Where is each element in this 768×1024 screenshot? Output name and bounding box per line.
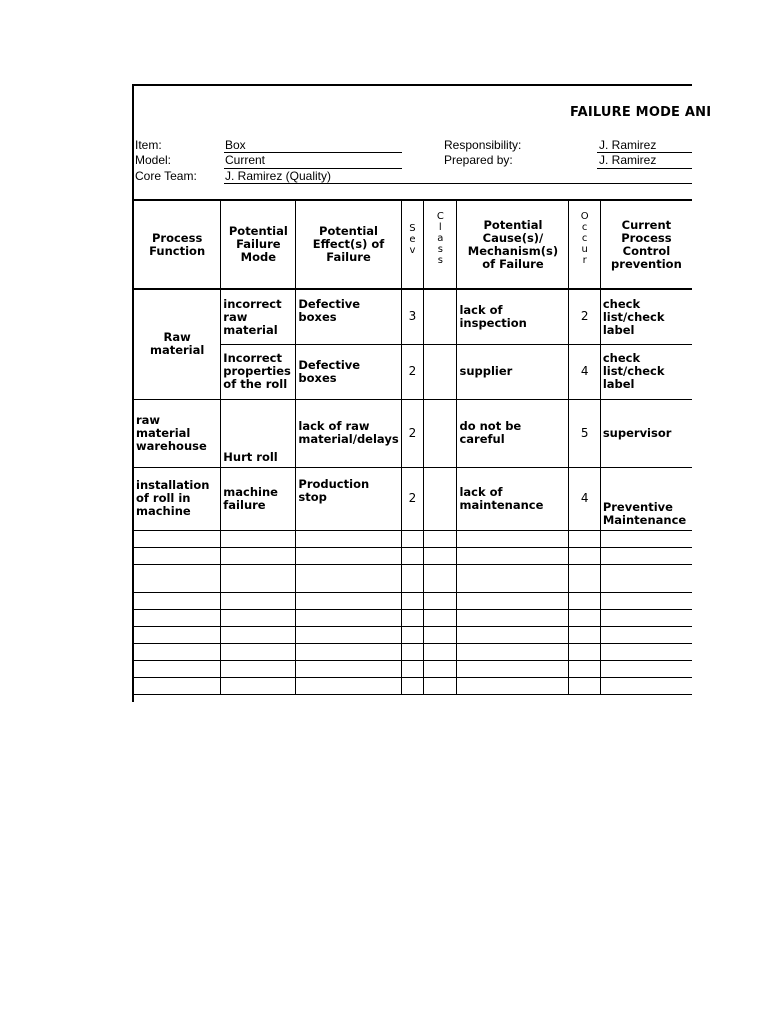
occur-cell: 4 — [569, 467, 600, 530]
model-value: Current — [225, 153, 266, 167]
fmea-table — [134, 199, 692, 695]
empty-row — [134, 660, 692, 677]
header-row — [134, 200, 692, 289]
col-causes: Potential Cause(s)/ Mechanism(s) of Failure — [457, 200, 569, 289]
class-cell — [424, 289, 457, 344]
effect-cell: Defective boxes — [296, 344, 401, 399]
empty-row — [134, 677, 692, 694]
sev-cell: 2 — [401, 344, 423, 399]
failure-mode-cell: incorrect raw material — [221, 289, 296, 344]
cause-cell: lack of maintenance — [457, 467, 569, 530]
table-row — [134, 289, 692, 344]
empty-row — [134, 530, 692, 547]
col-controls: Current Process Control prevention — [600, 200, 692, 289]
col-sev: S e v — [401, 200, 423, 289]
class-cell — [424, 467, 457, 530]
col-class: C l a s s — [424, 200, 457, 289]
core-team-value: J. Ramirez (Quality) — [225, 169, 332, 183]
responsibility-label: Responsibility: — [444, 138, 522, 152]
sev-cell: 2 — [401, 399, 423, 467]
effect-cell: lack of raw material/delays — [296, 399, 401, 467]
col-failure-mode: Potential Failure Mode — [221, 200, 296, 289]
prepared-by-value: J. Ramirez — [599, 153, 657, 167]
control-cell: check list/check label — [600, 344, 692, 399]
failure-mode-cell: Hurt roll — [221, 399, 296, 467]
effect-cell: Defective boxes — [296, 289, 401, 344]
core-team-label: Core Team: — [135, 169, 197, 183]
item-label: Item: — [135, 138, 162, 152]
table-row — [134, 399, 692, 467]
table-row — [134, 467, 692, 530]
col-process-function: Process Function — [134, 200, 221, 289]
empty-row — [134, 643, 692, 660]
occur-cell: 5 — [569, 399, 600, 467]
occur-cell: 2 — [569, 289, 600, 344]
class-cell — [424, 344, 457, 399]
model-label: Model: — [135, 153, 172, 167]
responsibility-value: J. Ramirez — [599, 138, 657, 152]
failure-mode-cell: Incorrect properties of the roll — [221, 344, 296, 399]
fmea-sheet — [132, 84, 712, 702]
process-cell: installation of roll in machine — [134, 467, 221, 530]
occur-cell: 4 — [569, 344, 600, 399]
core-team-underline — [224, 183, 692, 184]
control-cell: check list/check label — [600, 289, 692, 344]
cause-cell: lack of inspection — [457, 289, 569, 344]
empty-row — [134, 547, 692, 564]
empty-row — [134, 626, 692, 643]
control-cell: supervisor — [600, 399, 692, 467]
effect-cell: Production stop — [296, 467, 401, 530]
item-value: Box — [225, 138, 246, 152]
process-cell: raw material warehouse — [134, 399, 221, 467]
cause-cell: do not be careful — [457, 399, 569, 467]
empty-row — [134, 609, 692, 626]
empty-row — [134, 592, 692, 609]
empty-row — [134, 564, 692, 592]
sev-cell: 3 — [401, 289, 423, 344]
col-occur: O c c u r — [569, 200, 600, 289]
cause-cell: supplier — [457, 344, 569, 399]
prepared-by-label: Prepared by: — [444, 153, 513, 167]
control-cell: Preventive Maintenance — [600, 467, 692, 530]
form-title: FAILURE MODE ANI — [570, 105, 712, 120]
sev-cell: 2 — [401, 467, 423, 530]
failure-mode-cell: machine failure — [221, 467, 296, 530]
prepared-by-underline — [597, 168, 692, 169]
col-effects: Potential Effect(s) of Failure — [296, 200, 401, 289]
process-cell: Raw material — [134, 289, 221, 399]
class-cell — [424, 399, 457, 467]
